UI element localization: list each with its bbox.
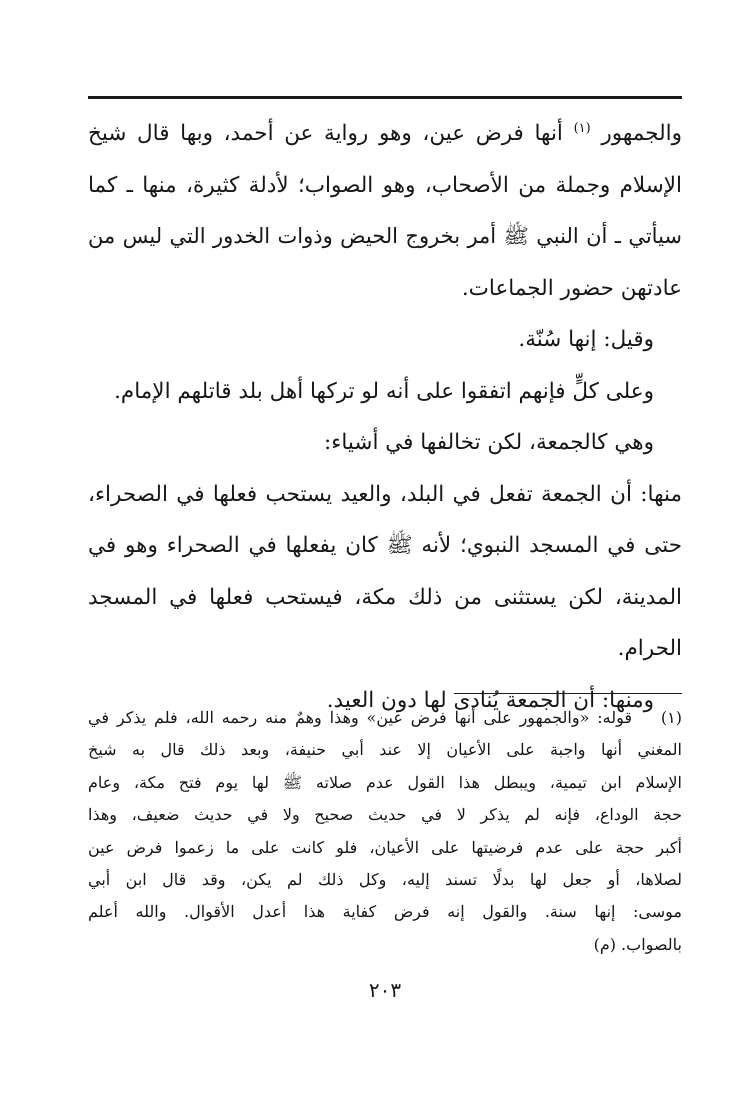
footnote-rule (454, 693, 682, 694)
text-line-2: الإسلام وجملة من الأصحاب، وهو الصواب؛ لأدلة كثيرة، منها ـ كما (88, 172, 682, 198)
book-page (88, 0, 682, 1105)
footnote-line-1-text: قوله: «والجمهور على أنها فرض عين» وهذا وهمٌ منه رحمه الله، فلم يذكر في (88, 708, 632, 727)
text-line-8: منها: أن الجمعة تفعل في البلد، والعيد يستحب فعلها في الصحراء، (88, 481, 682, 507)
footnote-line-1 (88, 702, 682, 734)
footnote-line-8: بالصواب. (م) (593, 934, 682, 954)
footnote-reference[interactable]: (١) (573, 120, 591, 136)
footnote (88, 702, 682, 961)
text-line-1-start: والجمهور (601, 121, 682, 146)
text-line-5: وقيل: إنها سُنّة. (518, 327, 654, 352)
footnote-number: (١) (660, 708, 682, 727)
footnote-line-5: أكبر حجة على عدم فرضيتها على الأعيان، فلو كانت على ما زعموا فرض عين (88, 837, 682, 857)
footnote-line-6: لصلاها، أو جعل لها بدلًا تسند إليه، وكل ذلك لم يكن، وقد قال ابن أبي (88, 869, 682, 889)
text-line-6: وعلى كلٍّ فإنهم اتفقوا على أنه لو تركها أهل بلد قاتلهم الإمام. (114, 378, 654, 404)
footnote-line-7: موسى: إنها سنة. والقول إنه فرض كفاية هذا أعدل الأقوال. والله أعلم (88, 902, 682, 922)
text-line-11: الحرام. (617, 636, 682, 661)
header-rule (88, 96, 682, 99)
footnote-line-2: المغني أنها واجبة على الأعيان إلا عند أبي حنيفة، وبعد ذلك قال به شيخ (88, 740, 682, 760)
footnote-line-4: حجة الوداع، فإنه لم يذكر لا في حديث صحيح ولا في حديث ضعيف، وهذا (88, 805, 682, 825)
text-line-9: حتى في المسجد النبوي؛ لأنه ﷺ كان يفعلها في الصحراء وهو في (88, 533, 682, 558)
text-line-4: عادتهن حضور الجماعات. (461, 275, 682, 301)
text-line-1 (88, 108, 682, 160)
footnote-line-3: الإسلام ابن تيمية، ويبطل هذا القول عدم صلاته ﷺ لها يوم فتح مكة، وعام (88, 772, 682, 792)
text-line-10: المدينة، لكن يستثنى من ذلك مكة، فيستحب فعلها في المسجد (88, 584, 682, 610)
page-number: ٢٠٣ (368, 978, 402, 1002)
text-line-12: ومنها: أن الجمعة يُنادى لها دون العيد. (326, 687, 654, 713)
main-text (88, 108, 682, 726)
text-line-1-rest: أنها فرض عين، وهو رواية عن أحمد، وبها قال شيخ (88, 121, 563, 146)
text-line-3: سيأتي ـ أن النبي ﷺ أمر بخروج الحيض وذوات الخدور التي ليس من (88, 224, 682, 248)
text-line-7: وهي كالجمعة، لكن تخالفها في أشياء: (324, 430, 654, 455)
